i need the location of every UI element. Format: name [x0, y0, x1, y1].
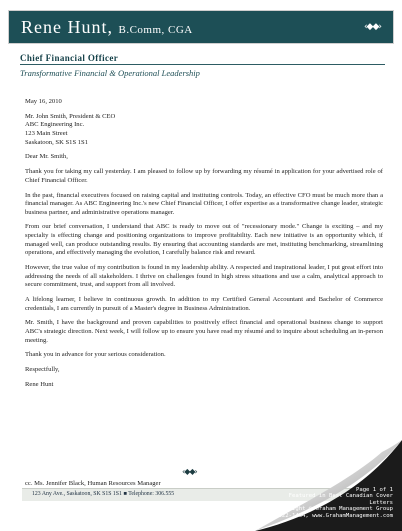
- banner-ornament-icon: ‹◆◆›: [363, 22, 381, 32]
- candidate-credentials: B.Comm, CGA: [118, 24, 193, 36]
- attribution-line: Featured in Best Canadian Cover Letters: [288, 493, 393, 506]
- recipient-line: Mr. John Smith, President & CEO: [25, 112, 116, 120]
- job-title: Chief Financial Officer: [20, 53, 119, 63]
- tagline: Transformative Financial & Operational Leadership: [20, 68, 200, 78]
- paragraph: Mr. Smith, I have the background and proven capabilities to positively effect financial and operational business change to support ABC's strategic direction. Next week, I will follow up to ensure you have read my résumé and to inquire about scheduling an in-person meeting.: [25, 319, 383, 344]
- candidate-name-text: Rene Hunt,: [21, 17, 113, 37]
- letter-date: May 16, 2010: [25, 98, 62, 105]
- paragraph: From our brief conversation, I understand that ABC is ready to move out of "recessionary mode." Change is exciting – and my specialty is effecting change and positioning organizations to improve profitability. Each new initiative is an opportunity which, if managed well, can produce outstanding results. By ensuring that accounting standards are met, instituting benchmarking, streamlining operations, and effectively managing the evolution, I carefully balance risk and reward.: [25, 223, 383, 257]
- signature-name: Rene Hunt: [25, 380, 54, 388]
- attribution-block: [263, 487, 393, 519]
- footer-ornament-icon: ‹◆◆›: [182, 467, 197, 476]
- cc-line: cc. Ms. Jennifer Black, Human Resources Manager: [25, 480, 161, 487]
- recipient-line: ABC Engineering Inc.: [25, 121, 85, 129]
- attribution-line: Copyright © Graham Management Group: [275, 506, 393, 513]
- closing: Respectfully,: [25, 366, 60, 374]
- paragraph: Thank you in advance for your serious consideration.: [25, 351, 166, 359]
- paragraph: However, the true value of my contribution is found in my leadership ability. A respected and inspirational leader, I put great effort into addressing the needs of all stakeholders. I thrive on challenges found in high stress situations and use a calm, analytical approach to secure commitment, trust, and support from all involved.: [25, 264, 383, 289]
- paragraph: A lifelong learner, I believe in continuous growth. In addition to my Certified General Accountant and Bachelor of Commerce credentials, I am currently in pursuit of a Master's degree in Business Administration.: [25, 296, 383, 312]
- recipient-line: Saskatoon, SK S1S 1S1: [25, 138, 89, 146]
- recipient-line: 123 Main Street: [25, 129, 68, 137]
- attribution-line: 866-622-1464, www.GrahamManagement.com: [265, 512, 393, 519]
- salutation: Dear Mr. Smith,: [25, 153, 68, 161]
- paragraph: Thank you for taking my call yesterday. I am pleased to follow up by forwarding my résumé in application for your advertised role of Chief Financial Officer.: [25, 168, 383, 184]
- contact-line: 123 Any Ave., Saskatoon, SK S1S 1S1 ■ Telephone: 306.555: [32, 491, 175, 497]
- attribution-line: Page 1 of 1: [355, 487, 393, 493]
- paragraph: In the past, financial executives focused on raising capital and instituting controls. Today, an effective CFO must be much more than a financial manager. As ABC Engineering Inc.'s new Chief Financial Officer, I offer expertise as a transformative change leader, strategic business partner, and administrative operations manager.: [25, 191, 383, 216]
